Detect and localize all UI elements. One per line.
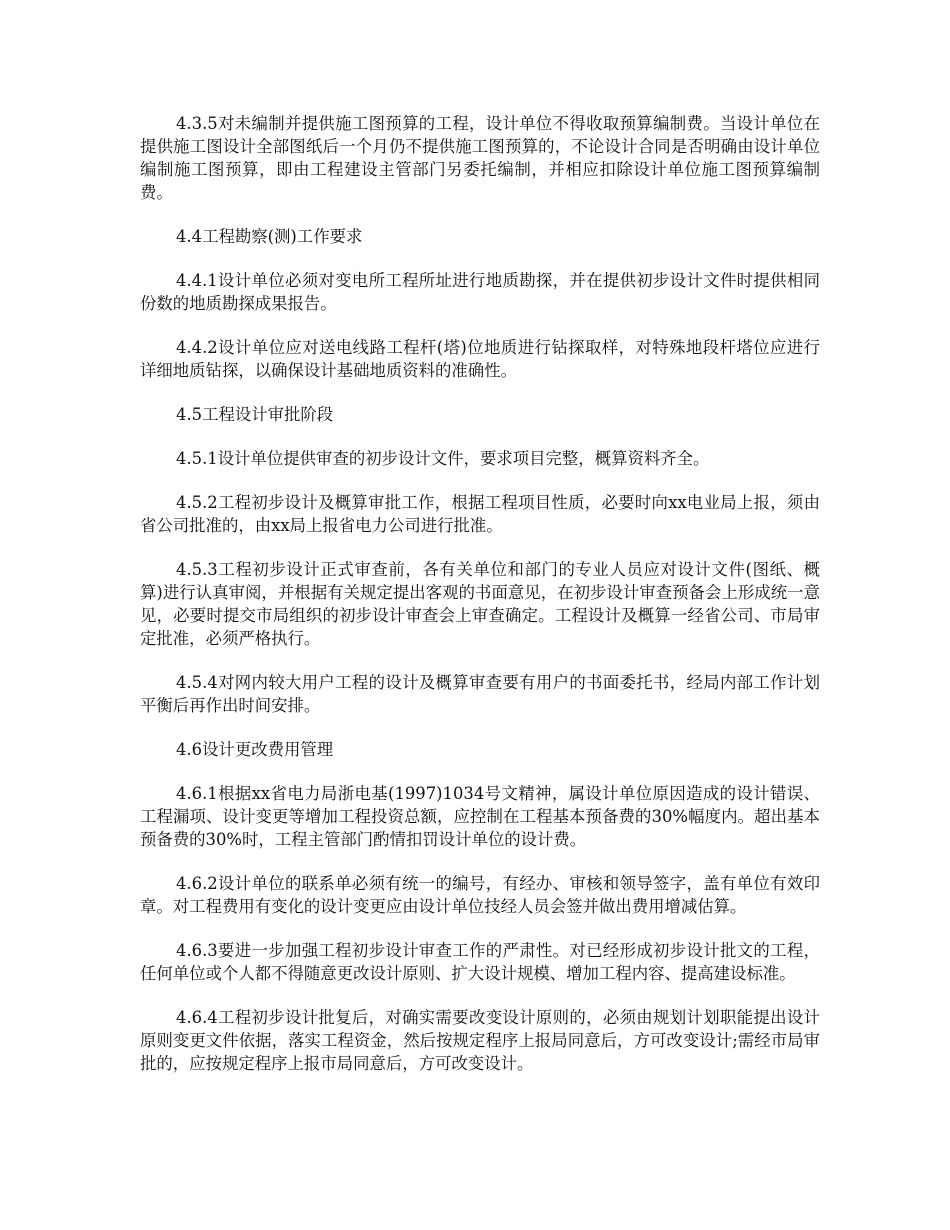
paragraph-4-5-4: 4.5.4对网内较大用户工程的设计及概算审查要有用户的书面委托书，经局内部工作计划平衡后再作出时间安排。 <box>140 673 820 715</box>
paragraph-4-6-4: 4.6.4工程初步设计批复后，对确实需要改变设计原则的，必须由规划计划职能提出设计原则变更文件依据，落实工程资金，然后按规定程序上报局同意后，方可改变设计;需经市局审批的，应按规定程序上报市局同意后，方可改变设计。 <box>140 1008 820 1073</box>
paragraph-4-6-3: 4.6.3要进一步加强工程初步设计审查工作的严肃性。对已经形成初步设计批文的工程，任何单位或个人都不得随意更改设计原则、扩大设计规模、增加工程内容、提高建设标准。 <box>140 941 820 983</box>
paragraph-4-4-2: 4.4.2设计单位应对送电线路工程杆(塔)位地质进行钻探取样，对特殊地段杆塔位应进行详细地质钻探，以确保设计基础地质资料的准确性。 <box>140 338 820 380</box>
paragraph-4-6-1: 4.6.1根据xx省电力局浙电基(1997)1034号文精神，属设计单位原因造成的设计错误、工程漏项、设计变更等增加工程投资总额，应控制在工程基本预备费的30%幅度内。超出基本预备费的30%时，工程主管部门酌情扣罚设计单位的设计费。 <box>140 784 820 849</box>
section-heading-4-4: 4.4工程勘察(测)工作要求 <box>176 227 363 246</box>
paragraph-4-4-1: 4.4.1设计单位必须对变电所工程所址进行地质勘探，并在提供初步设计文件时提供相同份数的地质勘探成果报告。 <box>140 271 820 313</box>
paragraph-4-5-3: 4.5.3工程初步设计正式审查前，各有关单位和部门的专业人员应对设计文件(图纸、概算)进行认真审阅，并根据有关规定提出客观的书面意见，在初步设计审查预备会上形成统一意见，必要时提交市局组织的初步设计审查会上审查确定。工程设计及概算一经省公司、市局审定批准，必须严格执行。 <box>140 560 820 648</box>
paragraph-4-5-1: 4.5.1设计单位提供审查的初步设计文件，要求项目完整，概算资料齐全。 <box>176 449 710 468</box>
paragraph-4-5-2: 4.5.2工程初步设计及概算审批工作，根据工程项目性质，必要时向xx电业局上报，须由省公司批准的，由xx局上报省电力公司进行批准。 <box>140 493 820 535</box>
paragraph-4-3-5: 4.3.5对未编制并提供施工图预算的工程，设计单位不得收取预算编制费。当设计单位在提供施工图设计全部图纸后一个月仍不提供施工图预算的，不论设计合同是否明确由设计单位编制施工图预算，即由工程建设主管部门另委托编制，并相应扣除设计单位施工图预算编制费。 <box>140 114 820 202</box>
document-body <box>140 112 820 1096</box>
section-heading-4-5: 4.5工程设计审批阶段 <box>176 405 334 424</box>
section-heading-4-6: 4.6设计更改费用管理 <box>176 740 334 759</box>
paragraph-4-6-2: 4.6.2设计单位的联系单必须有统一的编号，有经办、审核和领导签字，盖有单位有效印章。对工程费用有变化的设计变更应由设计单位技经人员会签并做出费用增减估算。 <box>140 874 820 916</box>
